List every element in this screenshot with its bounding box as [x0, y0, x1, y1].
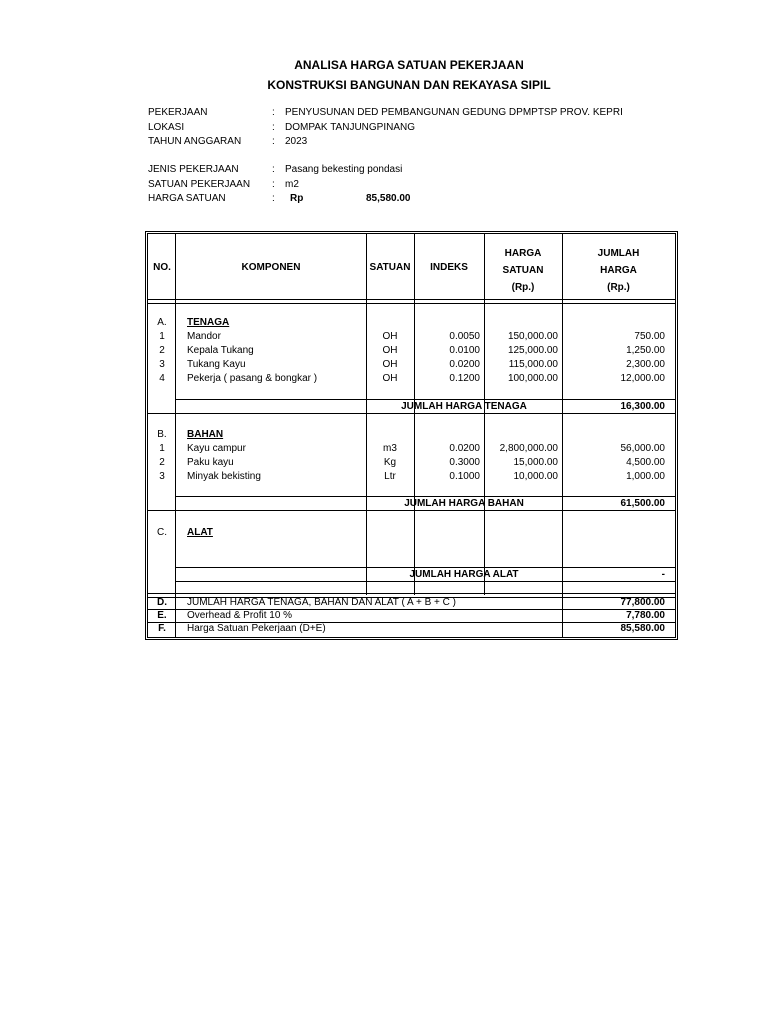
row-unit: Ltr — [384, 471, 396, 482]
row-no: 2 — [159, 345, 165, 356]
row-index: 0.1200 — [449, 373, 480, 384]
summary-value-f: 85,580.00 — [620, 623, 665, 634]
label-satuan: SATUAN PEKERJAAN — [148, 178, 251, 190]
label-pekerjaan: PEKERJAAN — [148, 107, 208, 118]
row-price: 10,000.00 — [513, 471, 558, 482]
row-name: Pekerja ( pasang & bongkar ) — [187, 373, 318, 384]
row-unit: OH — [382, 359, 398, 370]
row-unit: Kg — [383, 457, 397, 468]
section-code-a: A. — [157, 317, 167, 328]
summary-value-e: 7,780.00 — [626, 610, 665, 621]
value-pekerjaan: PENYUSUNAN DED PEMBANGUNAN GEDUNG DPMPTSP PROV. KEPRI — [285, 107, 623, 118]
col-divider-satuan — [366, 234, 367, 595]
row-total: 12,000.00 — [620, 373, 665, 384]
row-total: 4,500.00 — [626, 457, 665, 468]
row-no: 1 — [159, 443, 165, 454]
row-index: 0.0100 — [449, 345, 480, 356]
section-code-b: B. — [157, 429, 167, 440]
subtotal-label-bahan: JUMLAH HARGA BAHAN — [404, 498, 524, 509]
row-no: 1 — [159, 331, 165, 342]
header-harga-line1: HARGA — [504, 248, 542, 259]
subtotal-label-tenaga: JUMLAH HARGA TENAGA — [401, 401, 527, 412]
row-name: Kayu campur — [187, 443, 246, 454]
colon: : — [272, 193, 275, 204]
colon: : — [272, 164, 275, 175]
value-satuan: m2 — [285, 178, 299, 190]
value-harga: 85,580.00 — [366, 193, 411, 204]
row-no: 2 — [159, 457, 165, 468]
row-name: Mandor — [187, 331, 221, 342]
summary-label-f: Harga Satuan Pekerjaan (D+E) — [187, 623, 326, 634]
row-no: 4 — [159, 373, 165, 384]
col-divider-indeks — [414, 234, 415, 595]
row-total: 1,250.00 — [626, 345, 665, 356]
header-satuan: SATUAN — [369, 262, 411, 273]
row-total: 56,000.00 — [620, 443, 665, 454]
row-name: Tukang Kayu — [187, 359, 246, 370]
summary-code-d: D. — [157, 597, 167, 608]
row-unit: OH — [382, 345, 398, 356]
summary-label-d: JUMLAH HARGA TENAGA, BAHAN DAN ALAT ( A + B + C ) — [187, 597, 456, 608]
value-tahun: 2023 — [285, 136, 308, 147]
row-price: 100,000.00 — [507, 373, 558, 384]
row-total: 1,000.00 — [626, 471, 665, 482]
colon: : — [272, 121, 275, 133]
section-title-tenaga: TENAGA — [187, 317, 230, 328]
header-jumlah-line1: JUMLAH — [597, 248, 640, 259]
section-code-c: C. — [157, 527, 167, 538]
row-index: 0.0200 — [449, 359, 480, 370]
row-total: 750.00 — [634, 331, 665, 342]
row-unit: m3 — [383, 443, 397, 454]
row-unit: OH — [382, 331, 398, 342]
header-no: NO. — [153, 262, 171, 273]
row-index: 0.0200 — [449, 443, 480, 454]
currency-label: Rp — [290, 193, 304, 204]
header-harga-satuan — [484, 245, 562, 296]
row-name: Kepala Tukang — [187, 345, 254, 356]
subtotal-value-tenaga: 16,300.00 — [620, 401, 665, 412]
summary-code-f: F. — [158, 623, 166, 634]
label-harga: HARGA SATUAN — [148, 193, 226, 204]
row-name: Minyak bekisting — [187, 471, 261, 482]
summary-code-e: E. — [157, 610, 167, 621]
row-index: 0.3000 — [449, 457, 480, 468]
header-jumlah-line2: HARGA — [600, 265, 637, 276]
cost-analysis-table — [145, 231, 678, 640]
row-no: 3 — [159, 471, 165, 482]
value-lokasi: DOMPAK TANJUNGPINANG — [285, 121, 416, 133]
document-subtitle: KONSTRUKSI BANGUNAN DAN REKAYASA SIPIL — [267, 78, 551, 92]
row-price: 150,000.00 — [507, 331, 558, 342]
colon: : — [272, 178, 275, 190]
header-harga-line3: (Rp.) — [511, 282, 535, 293]
label-lokasi: LOKASI — [148, 121, 185, 133]
header-harga-line2: SATUAN — [502, 265, 544, 276]
row-index: 0.1000 — [449, 471, 480, 482]
row-price: 2,800,000.00 — [499, 443, 558, 454]
label-tahun: TAHUN ANGGARAN — [148, 136, 242, 147]
header-jumlah-harga — [562, 245, 675, 296]
row-unit: OH — [382, 373, 398, 384]
header-komponen: KOMPONEN — [241, 262, 301, 273]
subtotal-value-alat: - — [661, 569, 665, 580]
summary-value-d: 77,800.00 — [620, 597, 665, 608]
colon: : — [272, 136, 275, 147]
row-name: Paku kayu — [187, 457, 234, 468]
subtotal-value-bahan: 61,500.00 — [620, 498, 665, 509]
header-jumlah-line3: (Rp.) — [607, 282, 630, 293]
section-title-bahan: BAHAN — [187, 429, 224, 440]
summary-label-e: Overhead & Profit 10 % — [187, 610, 293, 621]
label-jenis: JENIS PEKERJAAN — [148, 164, 239, 175]
document-title: ANALISA HARGA SATUAN PEKERJAAN — [294, 58, 524, 72]
header-indeks: INDEKS — [430, 262, 468, 273]
colon: : — [272, 107, 275, 118]
header-bottom-line — [148, 299, 675, 304]
subtotal-label-alat: JUMLAH HARGA ALAT — [409, 569, 519, 580]
row-price: 115,000.00 — [508, 359, 558, 370]
row-index: 0.0050 — [449, 331, 480, 342]
row-price: 15,000.00 — [513, 457, 558, 468]
value-jenis: Pasang bekesting pondasi — [285, 164, 403, 175]
row-no: 3 — [159, 359, 165, 370]
row-price: 125,000.00 — [507, 345, 558, 356]
row-total: 2,300.00 — [626, 359, 665, 370]
section-title-alat: ALAT — [187, 527, 213, 538]
